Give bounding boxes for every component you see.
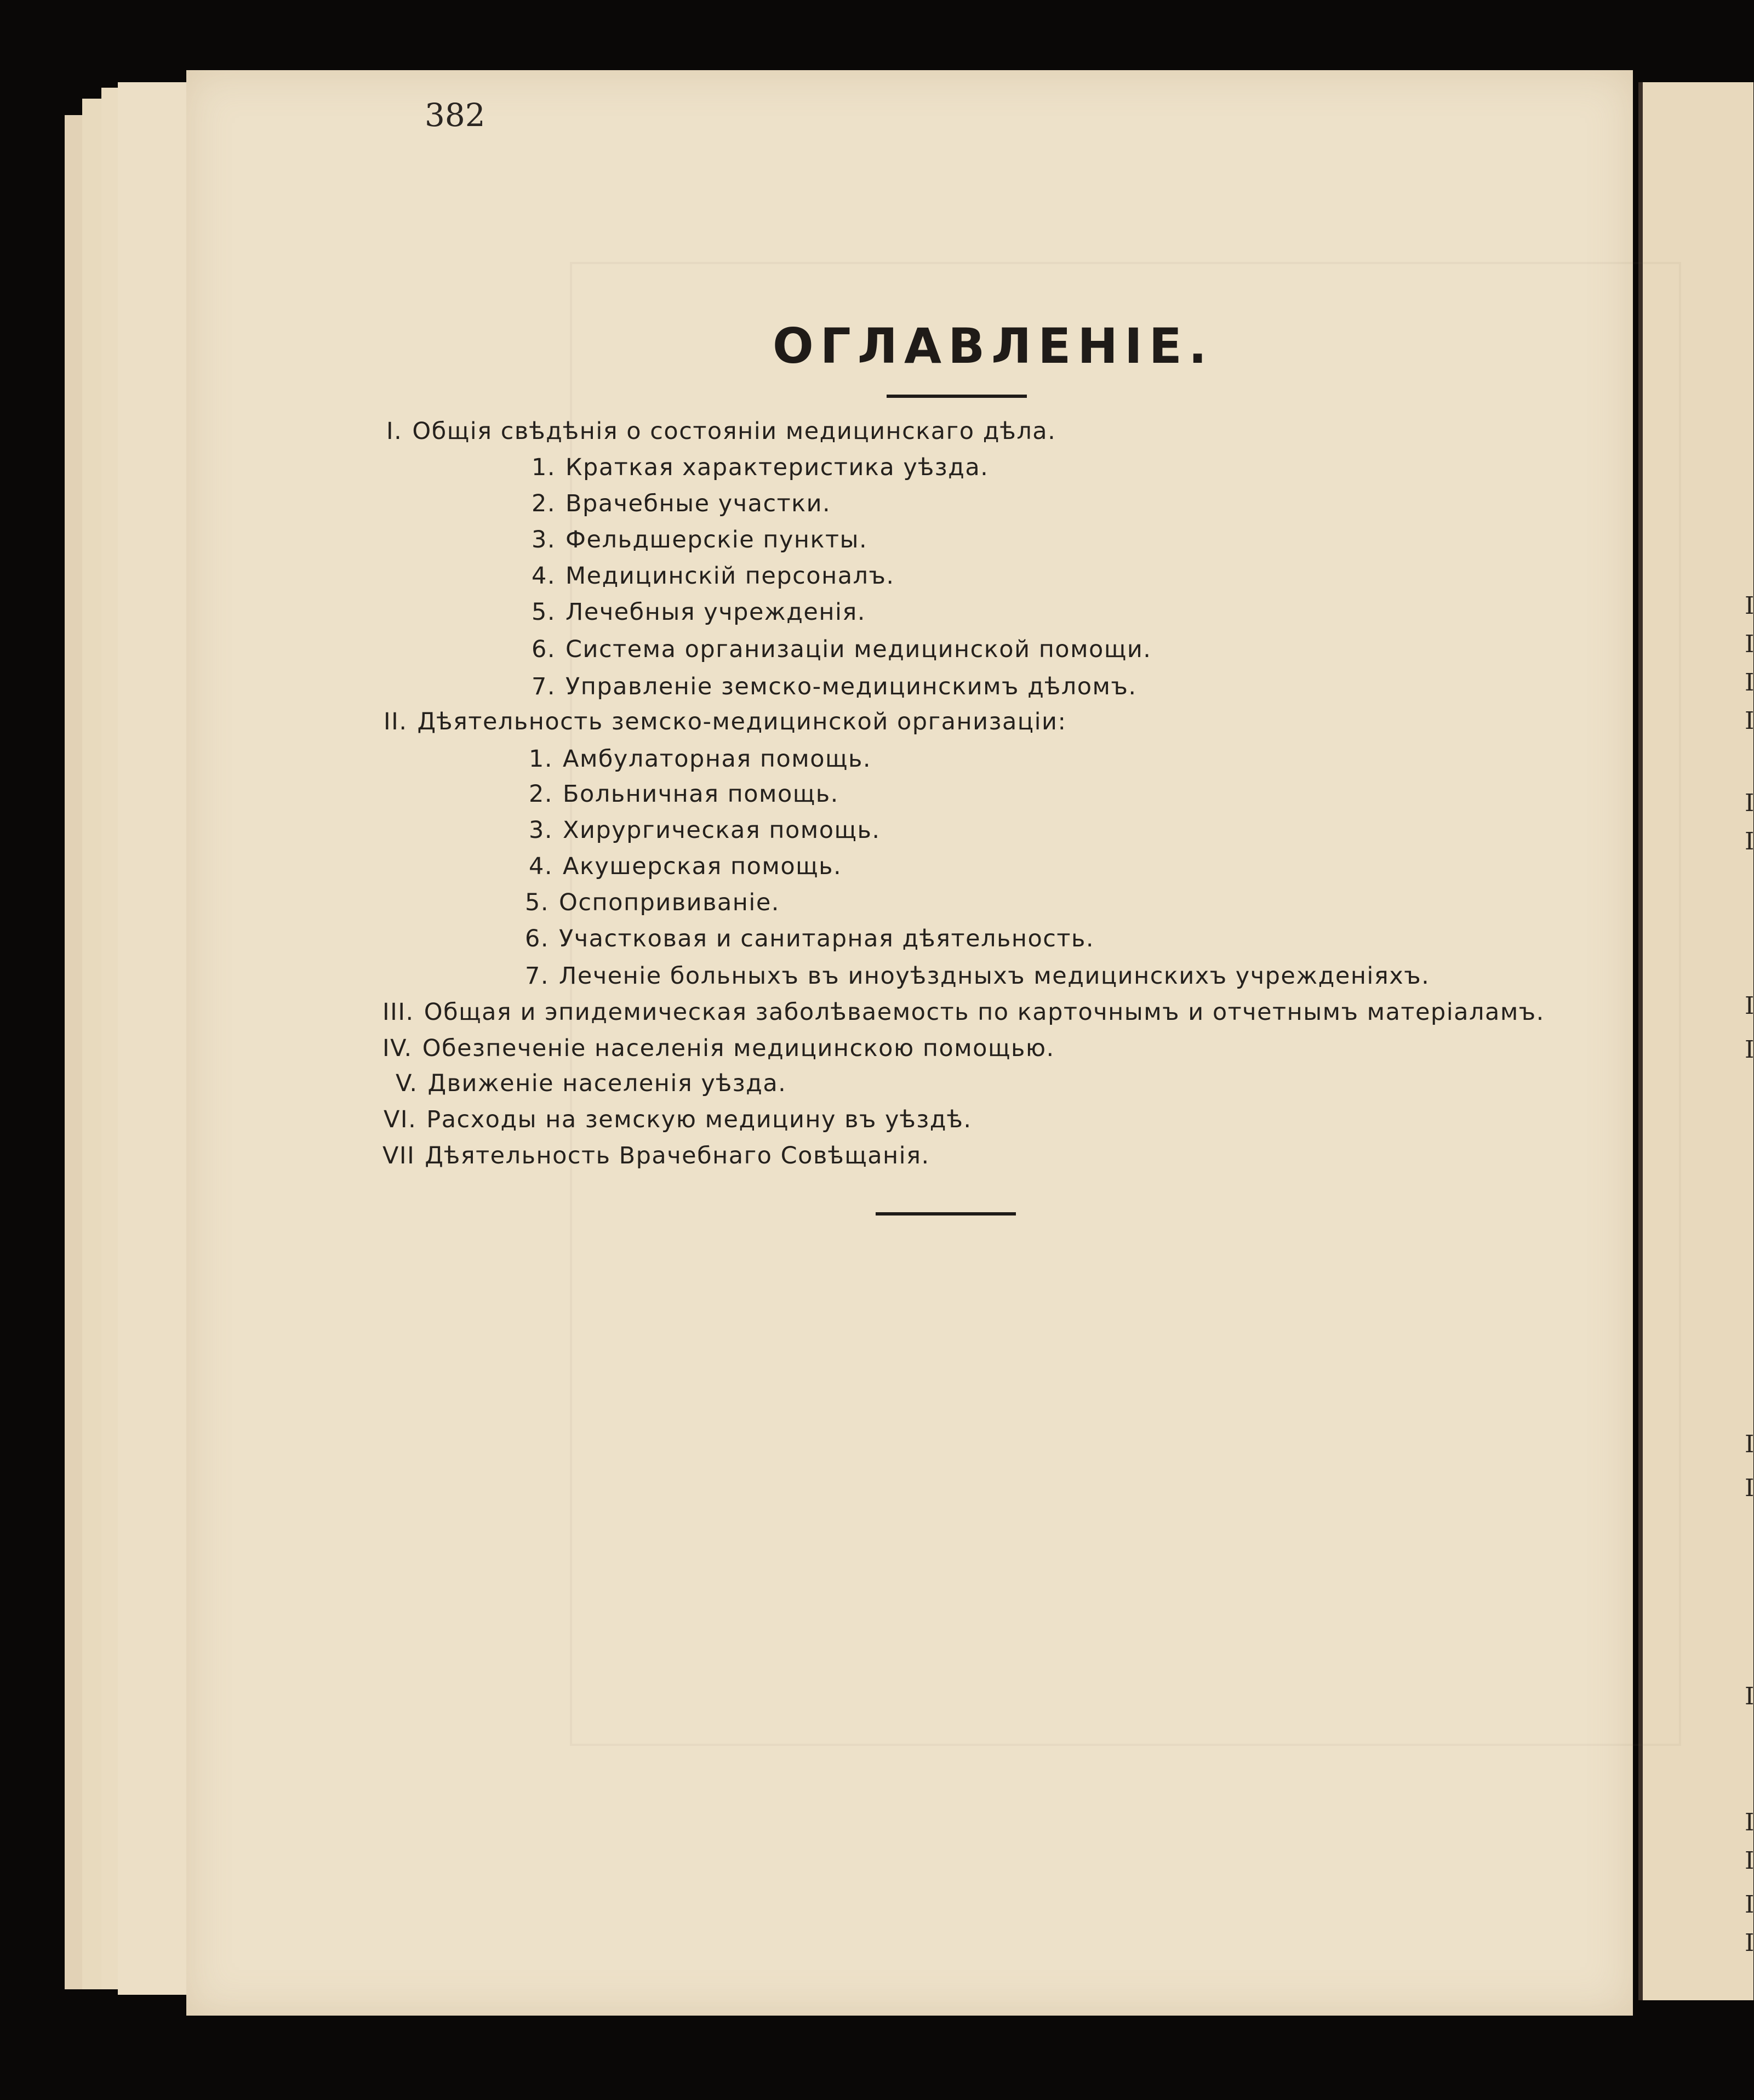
toc-item: 1. Амбулаторная помощь. [529,745,872,773]
toc-section: I. Общiя свѣдѣнiя о состоянiи медицинскаго дѣла. [386,418,1056,445]
toc-item: 3. Фельдшерскiе пункты. [532,526,868,553]
toc-section: V. Движенiе населенiя уѣзда. [396,1070,787,1097]
toc-section: II. Дѣятельность земско-медицинской организацiи: [384,708,1067,735]
page-title: ОГЛАВЛЕНIЕ. [773,318,1214,374]
toc-item: 5. Оспопрививанiе. [525,889,780,916]
toc-section: VII Дѣятельность Врачебнаго Совѣщанiя. [382,1142,930,1169]
page-number: 382 [425,96,485,134]
toc-item: 7. Управленiе земско-медицинскимъ дѣломъ. [532,673,1137,700]
toc-item: 7. Леченiе больныхъ въ иноуѣздныхъ медицинскихъ учрежденiяхъ. [525,962,1430,990]
toc-item: 1. Краткая характеристика уѣзда. [532,454,989,481]
adjacent-page: I I I I I I I I I I I I I I I [1638,82,1753,2000]
toc-item: 6. Участковая и санитарная дѣятельность. [525,925,1094,952]
toc-item: 6. Система организацiи медицинской помощи. [532,636,1152,663]
toc-item: 4. Медицинскiй персоналъ. [532,562,895,590]
end-divider [876,1212,1016,1216]
toc-section: IV. Обезпеченiе населенiя медицинскою помощью. [382,1035,1055,1062]
toc-item: 2. Врачебные участки. [532,490,831,517]
toc-section: III. Общая и эпидемическая заболѣваемость по карточнымъ и отчетнымъ матерiаламъ. [382,998,1545,1026]
toc-item: 5. Лечебныя учрежденiя. [532,598,866,626]
toc-item: 4. Акушерская помощь. [529,853,842,880]
toc-section: VI. Расходы на земскую медицину въ уѣздѣ. [384,1106,972,1133]
toc-item: 2. Больничная помощь. [529,780,839,808]
toc-item: 3. Хирургическая помощь. [529,817,881,844]
